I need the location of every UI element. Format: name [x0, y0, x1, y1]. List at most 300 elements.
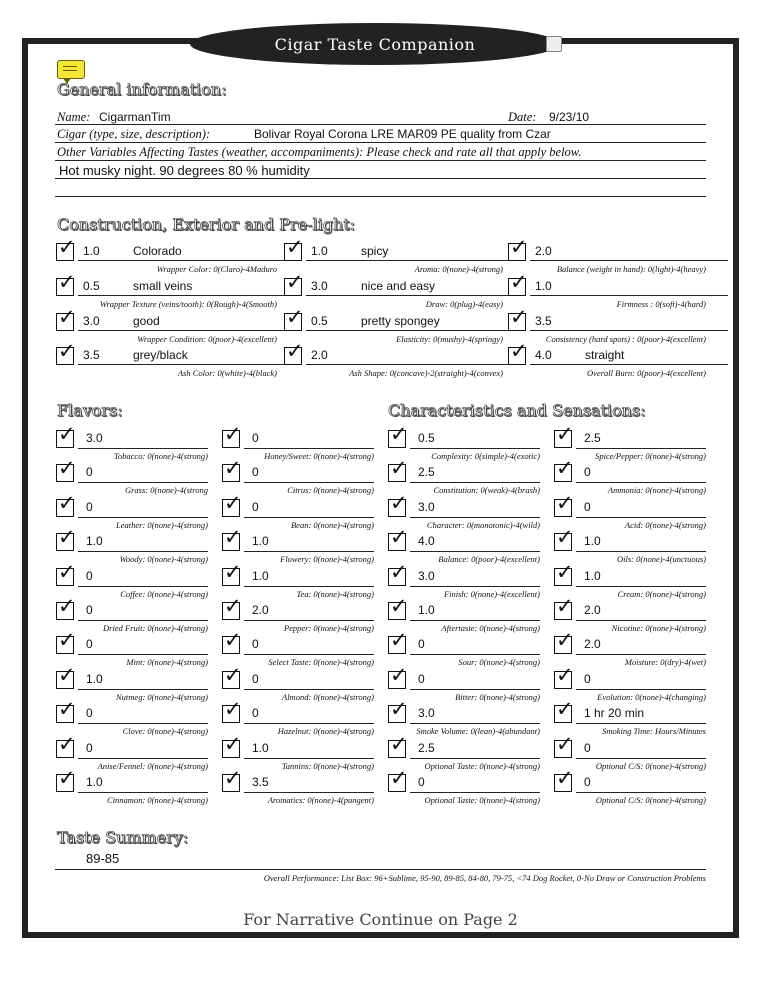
flavor-checkbox[interactable] [554, 456, 574, 482]
checkmark-icon: ✓ [390, 766, 408, 790]
flavor-checkbox[interactable] [222, 559, 242, 586]
flavor-caption: Hazelnut: 0(none)-4(strong) [277, 726, 374, 737]
flavor-value[interactable]: 2.5 [584, 431, 601, 445]
construction-caption: Firmness : 0(soft)-4(hard) [616, 299, 706, 309]
checkmark-icon: ✓ [510, 235, 528, 259]
construction-checkbox[interactable] [284, 339, 304, 365]
construction-heading: Construction, Exterior and Pre-light: [57, 215, 356, 234]
construction-checkbox[interactable] [56, 305, 76, 331]
divider [244, 586, 374, 587]
divider [78, 448, 208, 449]
construction-caption: Ash Shape: 0(concave)-2(straight)-4(convex) [349, 368, 503, 378]
divider [78, 792, 208, 793]
flavor-value[interactable]: 0 [418, 775, 425, 789]
checkmark-icon: ✓ [390, 662, 408, 687]
divider [530, 260, 728, 261]
checkmark-icon: ✓ [58, 525, 76, 550]
divider [78, 551, 208, 552]
checkmark-icon: ✓ [390, 731, 408, 756]
divider [244, 620, 374, 621]
flavor-value[interactable]: 0 [86, 568, 93, 583]
checkmark-icon: ✓ [390, 594, 408, 618]
flavor-caption: Dried Fruit: 0(none)-4(strong) [103, 623, 208, 633]
flavor-value[interactable]: 3.0 [418, 706, 435, 721]
flavor-value[interactable]: 0 [252, 671, 259, 686]
flavor-caption: Smoking Time: Hours/Minutes [602, 726, 706, 737]
divider [78, 586, 208, 587]
construction-checkbox[interactable] [508, 305, 528, 331]
flavor-caption: Constitution: 0(weak)-4(brash) [433, 485, 540, 496]
flavor-checkbox[interactable] [388, 490, 408, 517]
checkmark-icon: ✓ [390, 456, 408, 481]
flavor-checkbox[interactable] [222, 525, 242, 551]
divider [576, 792, 706, 793]
flavor-caption: Cinnamon: 0(none)-4(strong) [107, 795, 208, 805]
divider [55, 160, 706, 161]
footer-text: For Narrative Continue on Page 2 [243, 910, 518, 929]
flavor-value[interactable]: 1.0 [252, 568, 269, 583]
flavor-checkbox[interactable] [554, 628, 574, 654]
flavor-checkbox[interactable] [222, 594, 242, 620]
comment-note-icon[interactable] [57, 60, 85, 79]
construction-note[interactable]: spicy [361, 244, 389, 258]
flavor-checkbox[interactable] [554, 697, 574, 723]
flavor-caption: Aromatics: 0(none)-4(pungent) [267, 795, 374, 805]
construction-checkbox[interactable] [508, 339, 528, 365]
checkmark-icon: ✓ [58, 559, 76, 584]
checkmark-icon: ✓ [390, 422, 408, 446]
checkmark-icon: ✓ [58, 628, 76, 653]
checkmark-icon: ✓ [510, 305, 528, 329]
flavor-checkbox[interactable] [388, 662, 408, 689]
flavor-value[interactable]: 0 [584, 465, 591, 480]
construction-caption: Wrapper Color: 0(Claro)-4Maduro [156, 264, 277, 274]
checkmark-icon: ✓ [556, 490, 574, 515]
flavor-caption: Smoke Volume: 0(lean)-4(abundant) [416, 726, 540, 737]
construction-checkbox[interactable] [508, 235, 528, 261]
flavor-value[interactable]: 0.5 [418, 431, 435, 445]
summary-caption: Overall Performance: List Box: 96+Sublime, 95-90, 89-85, 84-80, 79-75, <74 Dog Rocket, 0-No Draw or Construction Problems [263, 873, 706, 883]
flavor-value[interactable]: 1 hr 20 min [584, 706, 645, 721]
construction-caption: Wrapper Condition: 0(poor)-4(excellent) [137, 334, 277, 344]
flavor-checkbox[interactable] [554, 490, 574, 517]
flavor-caption: Evolution: 0(none)-4(changing) [597, 691, 706, 702]
flavor-caption: Optional C/S: 0(none)-4(strong) [595, 760, 706, 771]
flavor-checkbox[interactable] [56, 490, 76, 517]
divider [410, 517, 540, 518]
divider [55, 124, 706, 125]
flavor-caption: Optional Taste: 0(none)-4(strong) [424, 795, 540, 805]
construction-caption: Wrapper Texture (veins/tooth): 0(Rough)-4(Smooth) [99, 299, 277, 309]
checkmark-icon: ✓ [58, 490, 76, 515]
flavors-heading: Flavors: [57, 401, 123, 420]
construction-checkbox[interactable] [56, 235, 76, 261]
checkmark-icon: ✓ [58, 697, 76, 722]
flavor-checkbox[interactable] [554, 662, 574, 689]
construction-rating[interactable]: 1.0 [311, 244, 328, 258]
checkmark-icon: ✓ [556, 731, 574, 756]
flavor-value[interactable]: 1.0 [584, 568, 601, 583]
construction-rating[interactable]: 3.0 [83, 314, 100, 328]
checkmark-icon: ✓ [390, 628, 408, 653]
checkmark-icon: ✓ [58, 339, 76, 363]
flavor-value[interactable]: 1.0 [252, 740, 269, 755]
checkmark-icon: ✓ [510, 339, 528, 363]
flavor-checkbox[interactable] [222, 422, 242, 448]
flavor-value[interactable]: 0 [584, 775, 591, 789]
flavor-checkbox[interactable] [554, 559, 574, 586]
date-label: Date: [508, 110, 537, 124]
flavor-caption: Nicotine: 0(none)-4(strong) [611, 623, 706, 633]
flavor-checkbox[interactable] [554, 594, 574, 620]
flavor-checkbox[interactable] [56, 594, 76, 620]
construction-checkbox[interactable] [56, 339, 76, 365]
flavor-value[interactable]: 4.0 [418, 534, 435, 549]
flavor-value[interactable]: 0 [252, 431, 259, 445]
flavor-value[interactable]: 0 [86, 499, 93, 514]
construction-rating[interactable]: 1.0 [83, 244, 100, 258]
flavor-value[interactable]: 0 [86, 603, 93, 617]
checkmark-icon: ✓ [556, 422, 574, 446]
divider [410, 482, 540, 483]
construction-rating[interactable]: 4.0 [535, 348, 552, 362]
date-value[interactable]: 9/23/10 [549, 110, 590, 124]
construction-rating[interactable]: 3.5 [535, 314, 552, 328]
flavor-value[interactable]: 0 [584, 740, 591, 755]
construction-note[interactable]: small veins [133, 279, 193, 293]
flavor-checkbox[interactable] [222, 731, 242, 758]
construction-caption: Draw: 0(plug)-4(easy) [425, 299, 503, 309]
divider [55, 196, 706, 197]
flavor-caption: Aftertaste: 0(none)-4(strong) [441, 623, 540, 633]
flavor-checkbox[interactable] [388, 697, 408, 723]
flavor-value[interactable]: 0 [584, 499, 591, 514]
construction-checkbox[interactable] [508, 270, 528, 296]
checkmark-icon: ✓ [390, 490, 408, 515]
divider [410, 620, 540, 621]
flavor-value[interactable]: 0 [252, 637, 259, 652]
flavor-checkbox[interactable] [222, 697, 242, 723]
flavor-caption: Complexity: 0(simple)-4(exotic) [431, 451, 540, 461]
construction-caption: Overall Burn: 0(poor)-4(excellent) [587, 368, 706, 378]
name-value[interactable]: CigarmanTim [99, 110, 171, 124]
flavor-value[interactable]: 0 [252, 465, 259, 480]
checkmark-icon: ✓ [58, 662, 76, 687]
checkmark-icon: ✓ [556, 559, 574, 584]
flavor-caption: Bitter: 0(none)-4(strong) [455, 691, 540, 702]
flavor-checkbox[interactable] [222, 766, 242, 792]
flavor-checkbox[interactable] [554, 766, 574, 792]
divider [244, 689, 374, 690]
construction-rating[interactable]: 3.5 [83, 348, 100, 362]
flavor-value[interactable]: 2.0 [584, 603, 601, 617]
flavor-caption: Mint: 0(none)-4(strong) [126, 657, 208, 668]
divider [78, 260, 300, 261]
other-variables-label: Other Variables Affecting Tastes (weather, accompaniments): Please check and rate all that apply below. [57, 145, 582, 159]
construction-checkbox[interactable] [284, 270, 304, 296]
checkmark-icon: ✓ [58, 422, 76, 446]
flavor-checkbox[interactable] [388, 594, 408, 620]
checkmark-icon: ✓ [556, 697, 574, 722]
divider [410, 654, 540, 655]
flavor-value[interactable]: 0 [252, 499, 259, 514]
divider [78, 723, 208, 724]
flavor-checkbox[interactable] [388, 525, 408, 551]
flavor-checkbox[interactable] [56, 559, 76, 586]
construction-note[interactable]: grey/black [133, 348, 188, 362]
construction-rating[interactable]: 3.0 [311, 279, 328, 293]
flavor-caption: Nutmeg: 0(none)-4(strong) [116, 691, 208, 702]
divider [55, 178, 706, 179]
flavor-caption: Oils: 0(none)-4(unctuous) [617, 554, 706, 565]
divider [576, 482, 706, 483]
divider [78, 654, 208, 655]
checkmark-icon: ✓ [510, 270, 528, 294]
construction-caption: Ash Color: 0(white)-4(black) [177, 368, 277, 378]
divider [78, 295, 300, 296]
flavor-checkbox[interactable] [56, 766, 76, 792]
flavor-caption: Flowery: 0(none)-4(strong) [280, 554, 374, 565]
flavor-value[interactable]: 0 [418, 671, 425, 686]
cigar-label: Cigar (type, size, description): [57, 127, 211, 141]
flavor-caption: Tobacco: 0(none)-4(strong) [113, 451, 208, 461]
divider [576, 654, 706, 655]
divider [244, 551, 374, 552]
flavor-checkbox[interactable] [388, 422, 408, 448]
flavor-caption: Moisture: 0(dry)-4(wet) [624, 657, 706, 668]
divider [244, 654, 374, 655]
checkmark-icon: ✓ [224, 525, 242, 550]
divider [78, 620, 208, 621]
construction-rating[interactable]: 2.0 [311, 348, 328, 362]
divider [78, 330, 300, 331]
flavor-value[interactable]: 0 [86, 637, 93, 652]
checkmark-icon: ✓ [224, 628, 242, 653]
flavor-checkbox[interactable] [222, 662, 242, 689]
flavor-value[interactable]: 0 [86, 465, 93, 480]
construction-rating[interactable]: 0.5 [311, 314, 328, 328]
construction-checkbox[interactable] [56, 270, 76, 296]
divider [244, 517, 374, 518]
construction-note[interactable]: nice and easy [361, 279, 436, 293]
flavor-checkbox[interactable] [388, 731, 408, 758]
flavor-value[interactable]: 0 [584, 671, 591, 686]
checkmark-icon: ✓ [286, 339, 304, 363]
flavor-caption: Finish: 0(none)-4(excellent) [443, 588, 540, 599]
flavor-value[interactable]: 2.0 [584, 637, 601, 652]
flavor-checkbox[interactable] [56, 456, 76, 482]
construction-checkbox[interactable] [284, 305, 304, 331]
flavor-checkbox[interactable] [554, 731, 574, 758]
checkmark-icon: ✓ [58, 456, 76, 481]
flavor-caption: Coffee: 0(none)-4(strong) [120, 588, 208, 599]
checkmark-icon: ✓ [286, 305, 304, 329]
construction-caption: Aroma: 0(none)-4(strong) [414, 264, 503, 274]
flavor-checkbox[interactable] [222, 628, 242, 654]
flavor-caption: Tannins: 0(none)-4(strong) [281, 760, 374, 771]
checkmark-icon: ✓ [556, 525, 574, 550]
flavor-caption: Spice/Pepper: 0(none)-4(strong) [595, 451, 706, 461]
checkmark-icon: ✓ [224, 697, 242, 722]
flavor-caption: Ammonia: 0(none)-4(strong) [607, 485, 706, 496]
flavor-checkbox[interactable] [388, 628, 408, 654]
flavor-caption: Citrus: 0(none)-4(strong) [287, 485, 374, 496]
flavor-value[interactable]: 1.0 [418, 603, 435, 617]
flavor-value[interactable]: 0 [252, 706, 259, 721]
general-heading: General information: [57, 80, 227, 99]
flavor-caption: Clove: 0(none)-4(strong) [122, 726, 208, 737]
flavor-checkbox[interactable] [56, 731, 76, 758]
divider [410, 792, 540, 793]
flavor-value[interactable]: 0 [418, 637, 425, 652]
construction-rating[interactable]: 0.5 [83, 279, 100, 293]
divider [78, 364, 300, 365]
checkmark-icon: ✓ [58, 731, 76, 756]
pen-icon [546, 36, 562, 52]
divider [244, 758, 374, 759]
flavor-checkbox[interactable] [222, 456, 242, 482]
checkmark-icon: ✓ [390, 525, 408, 550]
divider [244, 792, 374, 793]
flavor-value[interactable]: 3.0 [418, 499, 435, 514]
construction-rating[interactable]: 1.0 [535, 279, 552, 293]
flavor-caption: Woody: 0(none)-4(strong) [119, 554, 208, 565]
checkmark-icon: ✓ [58, 270, 76, 294]
flavor-checkbox[interactable] [56, 628, 76, 654]
divider [306, 295, 524, 296]
divider [576, 586, 706, 587]
construction-caption: Consistency (hard spots) : 0(poor)-4(excellent) [545, 334, 706, 344]
flavor-caption: Balance: 0(poor)-4(excellent) [438, 554, 540, 565]
name-label: Name: [57, 110, 91, 124]
checkmark-icon: ✓ [556, 766, 574, 790]
flavor-value[interactable]: 2.0 [252, 603, 269, 617]
checkmark-icon: ✓ [224, 662, 242, 687]
flavor-checkbox[interactable] [56, 525, 76, 551]
flavor-caption: Sour: 0(none)-4(strong) [458, 657, 540, 668]
flavor-value[interactable]: 1.0 [584, 534, 601, 549]
construction-checkbox[interactable] [284, 235, 304, 261]
flavor-value[interactable]: 2.5 [418, 465, 435, 480]
divider [244, 482, 374, 483]
checkmark-icon: ✓ [286, 270, 304, 294]
flavor-value[interactable]: 0 [86, 740, 93, 755]
flavor-checkbox[interactable] [554, 422, 574, 448]
checkmark-icon: ✓ [556, 628, 574, 653]
page-title: Cigar Taste Companion [274, 34, 476, 54]
title-banner [190, 23, 560, 65]
flavor-caption: Almond: 0(none)-4(strong) [282, 691, 374, 702]
divider [530, 330, 728, 331]
divider [78, 517, 208, 518]
checkmark-icon: ✓ [58, 766, 76, 790]
divider [55, 869, 706, 870]
flavor-caption: Cream: 0(none)-4(strong) [617, 588, 706, 599]
flavor-checkbox[interactable] [388, 456, 408, 482]
flavor-value[interactable]: 3.5 [252, 775, 269, 789]
flavor-caption: Select Taste: 0(none)-4(strong) [268, 657, 374, 668]
summary-value[interactable]: 89-85 [86, 851, 120, 866]
flavor-caption: Grass: 0(none)-4(strong [124, 485, 208, 496]
checkmark-icon: ✓ [224, 490, 242, 515]
checkmark-icon: ✓ [286, 235, 304, 259]
flavor-checkbox[interactable] [388, 559, 408, 586]
flavor-caption: Leather: 0(none)-4(strong) [116, 519, 208, 530]
flavor-value[interactable]: 2.5 [418, 740, 435, 755]
checkmark-icon: ✓ [58, 235, 76, 259]
divider [576, 551, 706, 552]
checkmark-icon: ✓ [390, 697, 408, 722]
checkmark-icon: ✓ [556, 456, 574, 481]
divider [576, 689, 706, 690]
flavor-caption: Optional C/S: 0(none)-4(strong) [595, 795, 706, 805]
divider [306, 364, 524, 365]
divider [410, 448, 540, 449]
construction-rating[interactable]: 2.0 [535, 244, 552, 258]
construction-note[interactable]: pretty spongey [361, 314, 440, 328]
divider [244, 723, 374, 724]
summary-heading: Taste Summery: [57, 828, 189, 847]
divider [78, 482, 208, 483]
flavor-value[interactable]: 1.0 [86, 534, 103, 549]
checkmark-icon: ✓ [556, 662, 574, 687]
flavor-value[interactable]: 1.0 [252, 534, 269, 549]
flavor-caption: Acid: 0(none)-4(strong) [624, 519, 706, 530]
flavor-checkbox[interactable] [56, 422, 76, 448]
flavor-checkbox[interactable] [56, 662, 76, 689]
characteristics-heading: Characteristics and Sensations: [388, 401, 646, 420]
flavor-caption: Anise/Fennel: 0(none)-4(strong) [97, 760, 208, 771]
divider [576, 723, 706, 724]
flavor-checkbox[interactable] [554, 525, 574, 551]
flavor-value[interactable]: 0 [86, 706, 93, 721]
divider [530, 364, 728, 365]
checkmark-icon: ✓ [224, 422, 242, 446]
divider [576, 448, 706, 449]
construction-note[interactable]: straight [585, 348, 625, 362]
divider [78, 689, 208, 690]
flavor-checkbox[interactable] [388, 766, 408, 792]
divider [576, 517, 706, 518]
flavor-caption: Pepper: 0(none)-4(strong) [283, 623, 374, 633]
flavor-caption: Tea: 0(none)-4(strong) [296, 588, 374, 599]
checkmark-icon: ✓ [224, 594, 242, 618]
checkmark-icon: ✓ [390, 559, 408, 584]
construction-caption: Balance (weight in hand): 0(light)-4(heavy) [556, 264, 706, 274]
flavor-value[interactable]: 3.0 [418, 568, 435, 583]
divider [576, 620, 706, 621]
checkmark-icon: ✓ [58, 594, 76, 618]
cigar-value[interactable]: Bolivar Royal Corona LRE MAR09 PE quality from Czar [254, 127, 551, 141]
checkmark-icon: ✓ [58, 305, 76, 329]
divider [410, 586, 540, 587]
flavor-caption: Optional Taste: 0(none)-4(strong) [424, 760, 540, 771]
flavor-value[interactable]: 1.0 [86, 775, 103, 789]
divider [55, 142, 706, 143]
divider [410, 758, 540, 759]
divider [576, 758, 706, 759]
construction-note[interactable]: good [133, 314, 160, 328]
flavor-value[interactable]: 1.0 [86, 671, 103, 686]
other-variables-value[interactable]: Hot musky night. 90 degrees 80 % humidity [59, 163, 310, 178]
flavor-value[interactable]: 3.0 [86, 431, 103, 445]
flavor-checkbox[interactable] [222, 490, 242, 517]
divider [244, 448, 374, 449]
construction-note[interactable]: Colorado [133, 244, 182, 258]
checkmark-icon: ✓ [556, 594, 574, 618]
checkmark-icon: ✓ [224, 559, 242, 584]
flavor-checkbox[interactable] [56, 697, 76, 723]
